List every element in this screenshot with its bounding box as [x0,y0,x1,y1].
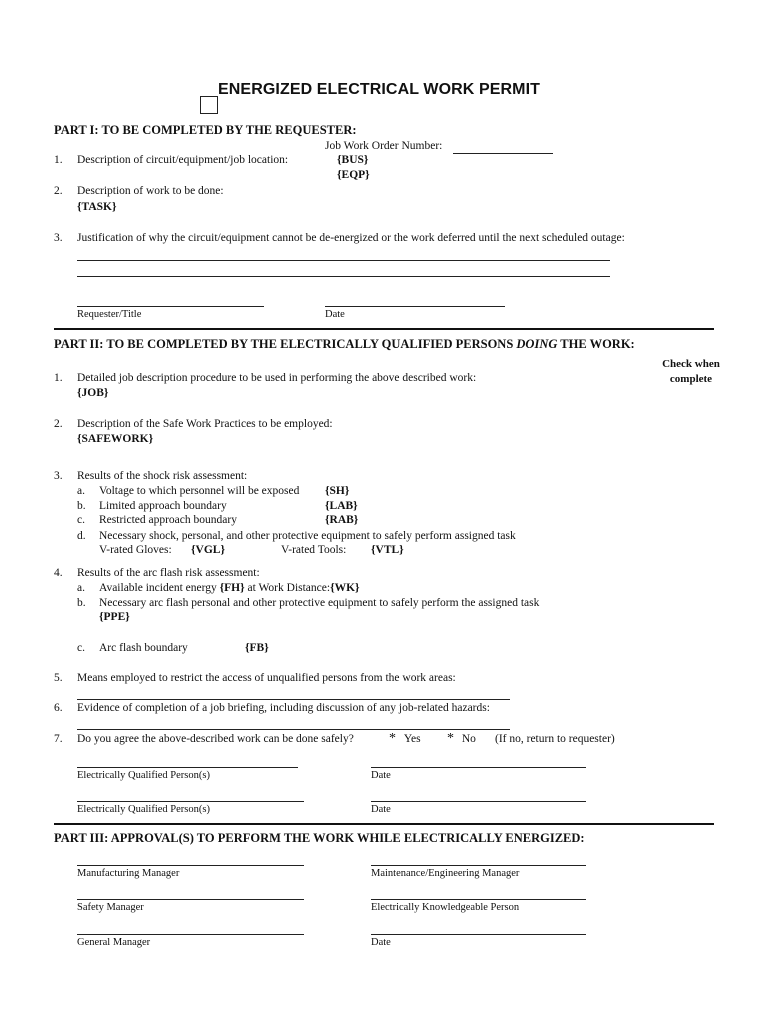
requester-date-line[interactable] [325,306,505,307]
p1-item1-text: Description of circuit/equipment/job location: [77,154,289,166]
p2-item3d-text: Necessary shock, personal, and other protective equipment to safely perform assigned task [99,530,516,542]
yes-option[interactable] [389,731,421,747]
requester-date-label: Date [325,309,345,320]
p2-item4c-letter: c. [77,642,85,654]
p2-item4-text: Results of the arc flash risk assessment: [77,567,260,579]
p2-item2-text: Description of the Safe Work Practices to be employed: [77,418,333,430]
p2-item7-text: Do you agree the above-described work can be done safely? [77,733,354,745]
p2-item4a-token-wk: {WK} [330,582,360,594]
justification-line-1[interactable] [77,260,610,261]
yes-mark: * [389,731,396,746]
p2-item3b-letter: b. [77,500,86,512]
p2-item3b-token-lab: {LAB} [325,500,358,512]
p2-item3c-text: Restricted approach boundary [99,514,237,526]
p2-item1-token-job: {JOB} [77,387,109,399]
return-note: (If no, return to requester) [495,733,615,745]
p2-item1-num: 1. [54,372,63,384]
general-manager-label: General Manager [77,937,151,948]
part2-heading-pre: PART II: TO BE COMPLETED BY THE ELECTRICALLY QUALIFIED PERSONS [54,337,517,351]
no-mark: * [447,731,454,746]
mfg-manager-line[interactable] [77,865,304,866]
eqp-date-label-2: Date [371,804,391,815]
p2-item4a-line [99,582,360,594]
p2-item2-num: 2. [54,418,63,430]
p2-item5-num: 5. [54,672,63,684]
p2-item3-num: 3. [54,470,63,482]
p2-item7-num: 7. [54,733,63,745]
part1-heading: PART I: TO BE COMPLETED BY THE REQUESTER: [54,123,357,137]
p2-item6-num: 6. [54,702,63,714]
part3-heading: PART III: APPROVAL(S) TO PERFORM THE WORK WHILE ELECTRICALLY ENERGIZED: [54,831,585,845]
p2-item4c-token-fb: {FB} [245,642,269,654]
p1-item1-token-bus: {BUS} [337,154,369,166]
general-manager-line[interactable] [77,934,304,935]
check-line-1: Check when [662,358,720,370]
maint-manager-line[interactable] [371,865,586,866]
v-rated-tools-label: V-rated Tools: [281,544,347,556]
v-rated-tools-token: {VTL} [371,544,404,556]
p2-item4c-text: Arc flash boundary [99,642,188,654]
p2-item4b-text: Necessary arc flash personal and other protective equipment to safely perform the assigned task [99,597,540,609]
title-checkbox[interactable] [200,96,218,114]
page-title: ENERGIZED ELECTRICAL WORK PERMIT [218,81,541,98]
p1-item1-num: 1. [54,154,63,166]
p1-item3-text: Justification of why the circuit/equipment cannot be de-energized or the work deferred until the next scheduled outage: [77,232,625,244]
justification-line-2[interactable] [77,276,610,277]
part2-divider [54,823,714,825]
eqp-label-2: Electrically Qualified Person(s) [77,804,210,815]
job-order-label: Job Work Order Number: [325,140,443,152]
eqp-date-line-2[interactable] [371,801,586,802]
p2-item3a-text: Voltage to which personnel will be exposed [99,485,300,497]
p2-item6-text: Evidence of completion of a job briefing, including discussion of any job-related hazards: [77,702,490,714]
p2-item3a-letter: a. [77,485,85,497]
p1-item2-num: 2. [54,185,63,197]
restrict-access-line[interactable] [77,699,510,700]
check-line-2: complete [669,373,713,385]
p2-item3c-letter: c. [77,514,85,526]
no-option[interactable] [447,731,476,747]
gm-date-line[interactable] [371,934,586,935]
part1-divider [54,328,714,330]
maint-manager-label: Maintenance/Engineering Manager [371,868,520,879]
p2-item2-token-safework: {SAFEWORK} [77,433,154,445]
p2-item3d-letter: d. [77,530,86,542]
p2-item1-text: Detailed job description procedure to be used in performing the above described work: [77,372,477,384]
v-rated-gloves-label: V-rated Gloves: [99,544,172,556]
p1-item2-text: Description of work to be done: [77,185,224,197]
p1-item1-token-eqp: {EQP} [337,169,370,181]
requester-title-label: Requester/Title [77,309,142,320]
p2-item4-num: 4. [54,567,63,579]
eqp-signature-line-2[interactable] [77,801,304,802]
eqp-date-label-1: Date [371,770,391,781]
p2-item4b-letter: b. [77,597,86,609]
p1-item3-num: 3. [54,232,63,244]
eqp-label-1: Electrically Qualified Person(s) [77,770,210,781]
job-briefing-line[interactable] [77,729,510,730]
p2-item5-text: Means employed to restrict the access of unqualified persons from the work areas: [77,672,456,684]
no-label: No [461,733,476,745]
requester-signature-line[interactable] [77,306,264,307]
yes-label: Yes [403,733,421,745]
safety-manager-label: Safety Manager [77,902,144,913]
v-rated-gloves-token: {VGL} [191,544,225,556]
p2-item4a-token-fh: {FH} [219,582,245,594]
p2-item3b-text: Limited approach boundary [99,500,227,512]
check-when-complete-header [646,357,736,387]
part2-heading [54,337,635,352]
ekp-label: Electrically Knowledgeable Person [371,902,520,913]
mfg-manager-label: Manufacturing Manager [77,868,180,879]
eqp-signature-line-1[interactable] [77,767,298,768]
part2-heading-post: THE WORK: [557,337,635,351]
eqp-date-line-1[interactable] [371,767,586,768]
p2-item3c-token-rab: {RAB} [325,514,359,526]
gm-date-label: Date [371,937,391,948]
p2-item4a-mid: at Work Distance: [247,582,331,594]
safety-manager-line[interactable] [77,899,304,900]
part2-heading-em: DOING [516,337,558,351]
p2-item4a-letter: a. [77,582,85,594]
p2-item3a-token-sh: {SH} [325,485,350,497]
job-order-field[interactable] [453,153,553,154]
p1-item2-token-task: {TASK} [77,201,117,213]
p2-item3-text: Results of the shock risk assessment: [77,470,248,482]
p2-item4a-text: Available incident energy [99,582,217,594]
ekp-line[interactable] [371,899,586,900]
p2-item4b-token-ppe: {PPE} [99,611,130,623]
